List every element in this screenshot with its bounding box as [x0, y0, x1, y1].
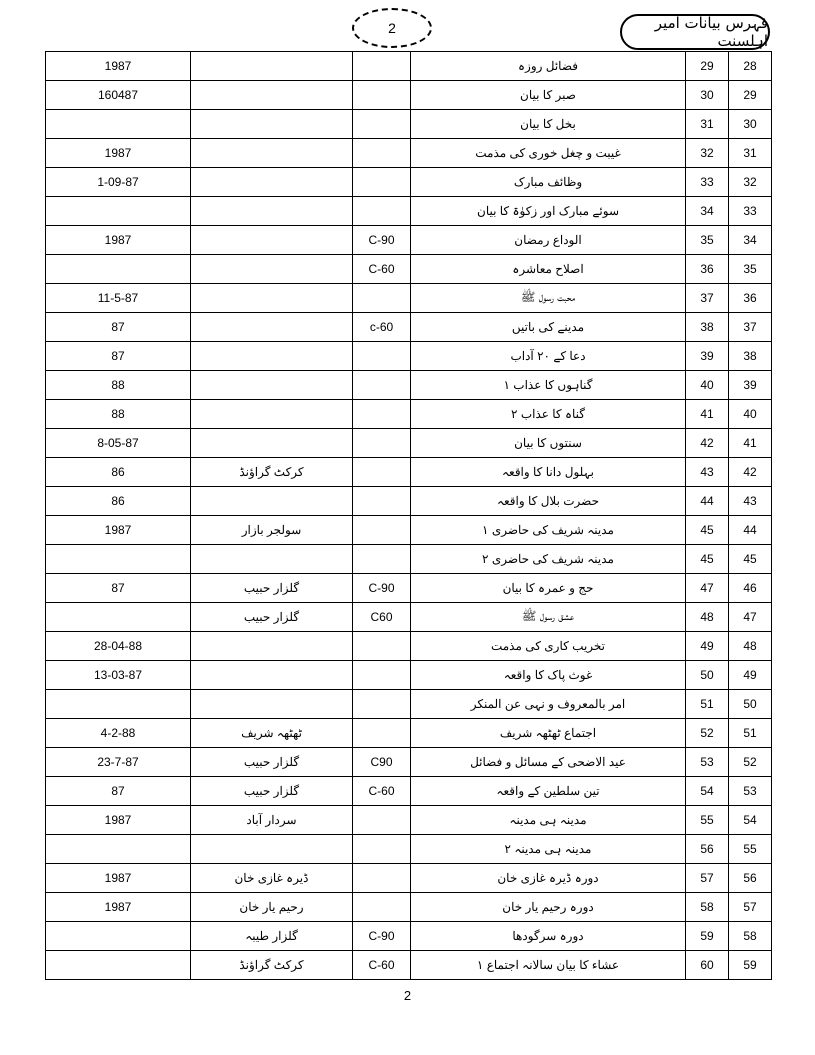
- serial-cell: 34: [686, 197, 729, 226]
- table-row: [46, 748, 772, 777]
- index-cell: 39: [729, 371, 772, 400]
- serial-cell: 59: [686, 922, 729, 951]
- cassette-cell: [353, 139, 411, 168]
- cassette-cell: c-60: [353, 313, 411, 342]
- title-cell: غیبت و چغل خوری کی مذمت: [411, 139, 686, 168]
- place-cell: [191, 429, 353, 458]
- date-cell: 1987: [46, 139, 191, 168]
- date-cell: [46, 255, 191, 284]
- index-cell: 56: [729, 864, 772, 893]
- date-cell: 1987: [46, 516, 191, 545]
- title-cell: بخل کا بیان: [411, 110, 686, 139]
- place-cell: [191, 255, 353, 284]
- place-cell: کرکٹ گراؤنڈ: [191, 458, 353, 487]
- document-title-text: فہرس بیانات امیر اہلسنت: [654, 14, 768, 50]
- title-cell: مدینے کی باتیں: [411, 313, 686, 342]
- index-cell: 28: [729, 52, 772, 81]
- place-cell: ڈیرہ غازی خان: [191, 864, 353, 893]
- place-cell: [191, 52, 353, 81]
- serial-cell: 33: [686, 168, 729, 197]
- date-cell: [46, 951, 191, 980]
- serial-cell: 48: [686, 603, 729, 632]
- cassette-cell: C-60: [353, 951, 411, 980]
- serial-cell: 58: [686, 893, 729, 922]
- table-row: [46, 255, 772, 284]
- place-cell: [191, 835, 353, 864]
- index-cell: 49: [729, 661, 772, 690]
- date-cell: 1987: [46, 864, 191, 893]
- serial-cell: 49: [686, 632, 729, 661]
- place-cell: [191, 487, 353, 516]
- index-cell: 55: [729, 835, 772, 864]
- index-cell: 58: [729, 922, 772, 951]
- title-cell: اصلاح معاشرہ: [411, 255, 686, 284]
- cassette-cell: C-90: [353, 922, 411, 951]
- serial-cell: 45: [686, 516, 729, 545]
- cassette-cell: [353, 52, 411, 81]
- place-cell: [191, 400, 353, 429]
- serial-cell: 40: [686, 371, 729, 400]
- index-cell: 40: [729, 400, 772, 429]
- serial-cell: 53: [686, 748, 729, 777]
- serial-cell: 29: [686, 52, 729, 81]
- index-cell: 47: [729, 603, 772, 632]
- serial-cell: 32: [686, 139, 729, 168]
- place-cell: ٹھٹھہ شریف: [191, 719, 353, 748]
- table-row: [46, 574, 772, 603]
- header-page-number: [352, 8, 432, 48]
- date-cell: 87: [46, 313, 191, 342]
- index-cell: 33: [729, 197, 772, 226]
- title-cell: محبت رسول ﷺ: [411, 284, 686, 313]
- place-cell: گلزار حبیب: [191, 603, 353, 632]
- title-cell: مدینہ ہی مدینہ ۲: [411, 835, 686, 864]
- cassette-cell: [353, 81, 411, 110]
- date-cell: [46, 545, 191, 574]
- table-row: [46, 603, 772, 632]
- table-row: [46, 661, 772, 690]
- table-row: [46, 81, 772, 110]
- date-cell: 88: [46, 371, 191, 400]
- title-cell: تخریب کاری کی مذمت: [411, 632, 686, 661]
- title-cell: صبر کا بیان: [411, 81, 686, 110]
- cassette-cell: [353, 835, 411, 864]
- table-row: [46, 690, 772, 719]
- cassette-cell: C90: [353, 748, 411, 777]
- place-cell: گلزار حبیب: [191, 777, 353, 806]
- table-row: [46, 458, 772, 487]
- serial-cell: 30: [686, 81, 729, 110]
- table-row: [46, 632, 772, 661]
- cassette-cell: [353, 806, 411, 835]
- cassette-cell: C-90: [353, 226, 411, 255]
- date-cell: 86: [46, 487, 191, 516]
- place-cell: [191, 139, 353, 168]
- place-cell: [191, 226, 353, 255]
- date-cell: 23-7-87: [46, 748, 191, 777]
- serial-cell: 39: [686, 342, 729, 371]
- serial-cell: 55: [686, 806, 729, 835]
- place-cell: [191, 690, 353, 719]
- table-row: [46, 197, 772, 226]
- header-page-number-text: 2: [388, 20, 396, 36]
- date-cell: 8-05-87: [46, 429, 191, 458]
- index-cell: 35: [729, 255, 772, 284]
- place-cell: [191, 110, 353, 139]
- date-cell: 4-2-88: [46, 719, 191, 748]
- place-cell: گلزار حبیب: [191, 748, 353, 777]
- serial-cell: 47: [686, 574, 729, 603]
- date-cell: [46, 922, 191, 951]
- cassette-cell: [353, 371, 411, 400]
- cassette-cell: [353, 864, 411, 893]
- place-cell: رحیم یار خان: [191, 893, 353, 922]
- table-row: [46, 922, 772, 951]
- title-cell: مدینہ شریف کی حاضری ۱: [411, 516, 686, 545]
- table-row: [46, 284, 772, 313]
- index-cell: 52: [729, 748, 772, 777]
- index-cell: 38: [729, 342, 772, 371]
- table-row: [46, 893, 772, 922]
- date-cell: 1987: [46, 806, 191, 835]
- index-cell: 42: [729, 458, 772, 487]
- index-cell: 32: [729, 168, 772, 197]
- date-cell: 11-5-87: [46, 284, 191, 313]
- title-cell: وظائف مبارک: [411, 168, 686, 197]
- title-cell: بہلول دانا کا واقعہ: [411, 458, 686, 487]
- table-row: [46, 400, 772, 429]
- cassette-cell: [353, 690, 411, 719]
- table-row: [46, 342, 772, 371]
- index-cell: 59: [729, 951, 772, 980]
- lecture-register-body: [46, 52, 772, 980]
- date-cell: 86: [46, 458, 191, 487]
- title-cell: مدینہ ہی مدینہ: [411, 806, 686, 835]
- place-cell: کرکٹ گراؤنڈ: [191, 951, 353, 980]
- cassette-cell: [353, 893, 411, 922]
- index-cell: 31: [729, 139, 772, 168]
- table-row: [46, 371, 772, 400]
- table-row: [46, 429, 772, 458]
- cassette-cell: [353, 168, 411, 197]
- place-cell: [191, 661, 353, 690]
- cassette-cell: [353, 197, 411, 226]
- cassette-cell: [353, 632, 411, 661]
- cassette-cell: C60: [353, 603, 411, 632]
- title-cell: عشق رسول ﷺ: [411, 603, 686, 632]
- cassette-cell: [353, 516, 411, 545]
- title-cell: حج و عمرہ کا بیان: [411, 574, 686, 603]
- cassette-cell: [353, 342, 411, 371]
- cassette-cell: [353, 110, 411, 139]
- title-cell: فضائل روزہ: [411, 52, 686, 81]
- place-cell: گلزار حبیب: [191, 574, 353, 603]
- table-row: [46, 545, 772, 574]
- table-row: [46, 719, 772, 748]
- date-cell: 13-03-87: [46, 661, 191, 690]
- title-cell: غوث پاک کا واقعہ: [411, 661, 686, 690]
- cassette-cell: [353, 487, 411, 516]
- serial-cell: 31: [686, 110, 729, 139]
- index-cell: 46: [729, 574, 772, 603]
- index-cell: 50: [729, 690, 772, 719]
- cassette-cell: [353, 400, 411, 429]
- place-cell: [191, 313, 353, 342]
- cassette-cell: [353, 545, 411, 574]
- index-cell: 37: [729, 313, 772, 342]
- cassette-cell: [353, 458, 411, 487]
- index-cell: 36: [729, 284, 772, 313]
- cassette-cell: [353, 661, 411, 690]
- date-cell: 1987: [46, 226, 191, 255]
- serial-cell: 52: [686, 719, 729, 748]
- table-row: [46, 313, 772, 342]
- date-cell: 88: [46, 400, 191, 429]
- serial-cell: 54: [686, 777, 729, 806]
- title-cell: حضرت بلال کا واقعہ: [411, 487, 686, 516]
- table-row: [46, 951, 772, 980]
- title-cell: اجتماع ٹھٹھہ شریف: [411, 719, 686, 748]
- place-cell: [191, 197, 353, 226]
- serial-cell: 50: [686, 661, 729, 690]
- date-cell: 1-09-87: [46, 168, 191, 197]
- table-row: [46, 487, 772, 516]
- index-cell: 44: [729, 516, 772, 545]
- table-row: [46, 226, 772, 255]
- index-cell: 30: [729, 110, 772, 139]
- title-cell: تین سلطین کے واقعہ: [411, 777, 686, 806]
- date-cell: 87: [46, 342, 191, 371]
- index-cell: 41: [729, 429, 772, 458]
- serial-cell: 37: [686, 284, 729, 313]
- index-cell: 45: [729, 545, 772, 574]
- date-cell: 1987: [46, 52, 191, 81]
- date-cell: 28-04-88: [46, 632, 191, 661]
- cassette-cell: C-90: [353, 574, 411, 603]
- serial-cell: 42: [686, 429, 729, 458]
- date-cell: 160487: [46, 81, 191, 110]
- index-cell: 34: [729, 226, 772, 255]
- place-cell: [191, 81, 353, 110]
- title-cell: عشاء کا بیان سالانہ اجتماع ۱: [411, 951, 686, 980]
- index-cell: 43: [729, 487, 772, 516]
- table-row: [46, 516, 772, 545]
- cassette-cell: [353, 284, 411, 313]
- lecture-register-table: [45, 51, 772, 980]
- title-cell: سوئے مبارک اور زکوٰۃ کا بیان: [411, 197, 686, 226]
- cassette-cell: [353, 429, 411, 458]
- place-cell: [191, 545, 353, 574]
- title-cell: دورہ رحیم یار خان: [411, 893, 686, 922]
- table-row: [46, 777, 772, 806]
- cassette-cell: [353, 719, 411, 748]
- table-row: [46, 835, 772, 864]
- date-cell: 1987: [46, 893, 191, 922]
- index-cell: 57: [729, 893, 772, 922]
- title-cell: سنتوں کا بیان: [411, 429, 686, 458]
- table-row: [46, 806, 772, 835]
- place-cell: [191, 371, 353, 400]
- cassette-cell: C-60: [353, 255, 411, 284]
- title-cell: امر بالمعروف و نہی عن المنکر: [411, 690, 686, 719]
- date-cell: [46, 690, 191, 719]
- serial-cell: 57: [686, 864, 729, 893]
- title-cell: الوداع رمضان: [411, 226, 686, 255]
- serial-cell: 56: [686, 835, 729, 864]
- serial-cell: 38: [686, 313, 729, 342]
- footer-page-number: 2: [403, 988, 412, 1003]
- table-row: [46, 110, 772, 139]
- place-cell: [191, 342, 353, 371]
- serial-cell: 45: [686, 545, 729, 574]
- serial-cell: 41: [686, 400, 729, 429]
- table-row: [46, 864, 772, 893]
- serial-cell: 43: [686, 458, 729, 487]
- index-cell: 53: [729, 777, 772, 806]
- title-cell: دورہ سرگودھا: [411, 922, 686, 951]
- serial-cell: 36: [686, 255, 729, 284]
- place-cell: گلزار طیبہ: [191, 922, 353, 951]
- title-cell: عید الاضحی کے مسائل و فضائل: [411, 748, 686, 777]
- place-cell: [191, 168, 353, 197]
- index-cell: 51: [729, 719, 772, 748]
- table-row: [46, 52, 772, 81]
- title-cell: دورہ ڈیرہ غازی خان: [411, 864, 686, 893]
- title-cell: دعا کے ۲۰ آداب: [411, 342, 686, 371]
- index-cell: 54: [729, 806, 772, 835]
- serial-cell: 35: [686, 226, 729, 255]
- index-cell: 29: [729, 81, 772, 110]
- serial-cell: 51: [686, 690, 729, 719]
- date-cell: 87: [46, 777, 191, 806]
- cassette-cell: C-60: [353, 777, 411, 806]
- date-cell: [46, 110, 191, 139]
- document-title: [620, 14, 770, 50]
- title-cell: مدینہ شریف کی حاضری ۲: [411, 545, 686, 574]
- place-cell: سولجر بازار: [191, 516, 353, 545]
- place-cell: [191, 284, 353, 313]
- title-cell: گناہ کا عذاب ۲: [411, 400, 686, 429]
- place-cell: سردار آباد: [191, 806, 353, 835]
- date-cell: [46, 835, 191, 864]
- date-cell: [46, 603, 191, 632]
- index-cell: 48: [729, 632, 772, 661]
- date-cell: [46, 197, 191, 226]
- title-cell: گناہوں کا عذاب ۱: [411, 371, 686, 400]
- table-row: [46, 168, 772, 197]
- date-cell: 87: [46, 574, 191, 603]
- place-cell: [191, 632, 353, 661]
- table-row: [46, 139, 772, 168]
- serial-cell: 60: [686, 951, 729, 980]
- serial-cell: 44: [686, 487, 729, 516]
